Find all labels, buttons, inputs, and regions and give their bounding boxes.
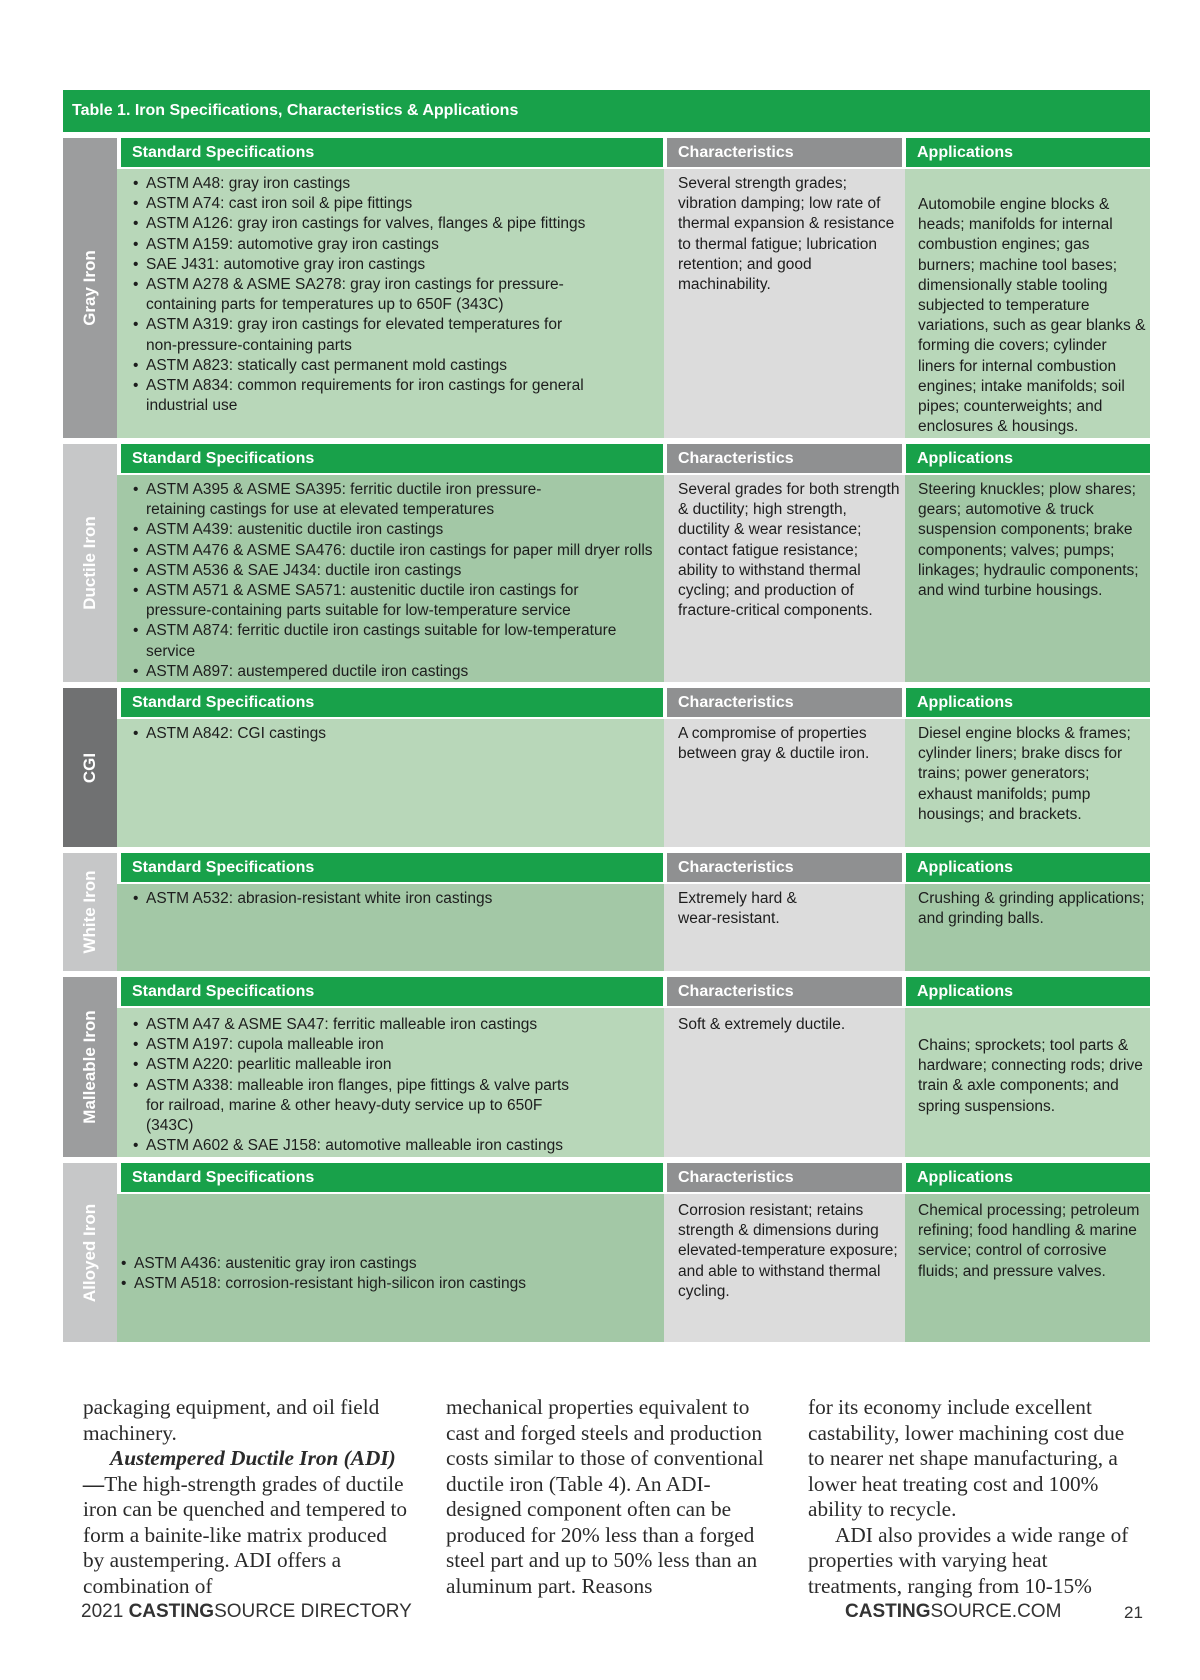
section-heading: Austempered Ductile Iron (ADI)—: [83, 1446, 396, 1496]
spec-item: • ASTM A395 & ASME SA395: ferritic ductile iron pressure-retaining castings for use at elevated temperatures: [131, 480, 654, 520]
spec-item: • ASTM A842: CGI castings: [131, 724, 654, 744]
row-label-text: CGI: [80, 752, 99, 783]
header-standard-specifications: Standard Specifications: [121, 977, 663, 1006]
article-column-3: [808, 1395, 1138, 1599]
header-characteristics: Characteristics: [667, 853, 902, 882]
spec-item: • ASTM A47 & ASME SA47: ferritic malleable iron castings: [131, 1015, 654, 1035]
footer-publication: [81, 1601, 412, 1623]
spec-item: • ASTM A823: statically cast permanent mold castings: [131, 356, 654, 376]
spec-item: • ASTM A602 & SAE J158: automotive malleable iron castings: [131, 1136, 654, 1156]
spec-list: [131, 480, 654, 682]
spec-item: • ASTM A436: austenitic gray iron castings: [119, 1254, 654, 1274]
applications-text: Chains; sprockets; tool parts & hardware; connecting rods; drive train & axle components; and spring suspensions.: [918, 1037, 1143, 1115]
spec-list: [131, 1015, 654, 1156]
spec-item: • ASTM A220: pearlitic malleable iron: [131, 1055, 654, 1075]
spec-item: • ASTM A439: austenitic ductile iron castings: [131, 520, 654, 540]
spec-item: • ASTM A571 & ASME SA571: austenitic ductile iron castings for pressure-containing parts suitable for low-temperature service: [131, 581, 654, 621]
header-standard-specifications: Standard Specifications: [121, 853, 663, 882]
spec-item: • ASTM A159: automotive gray iron castings: [131, 235, 654, 255]
header-applications: Applications: [906, 444, 1150, 473]
specs-cell: [117, 475, 664, 682]
characteristics-cell: [664, 884, 905, 971]
footer-year: 2021: [81, 1601, 124, 1622]
footer-site-rest: SOURCE.COM: [930, 1601, 1062, 1622]
characteristics-text: Corrosion resistant; retains strength & dimensions during elevated-temperature exposure; and able to withstand thermal cycling.: [678, 1202, 898, 1300]
article-paragraph: mechanical properties equivalent to cast and forged steels and production costs similar to those of conventional ductile iron (Table 4). An ADI-designed component often can be produced for 20% less than a forged steel part and up to 50% less than an aluminum part. Reasons: [446, 1395, 764, 1598]
spec-item: • ASTM A874: ferritic ductile iron castings suitable for low-temperature service: [131, 621, 654, 661]
article-paragraph: packaging equipment, and oil field machinery.: [83, 1395, 380, 1445]
spec-item: • ASTM A897: austempered ductile iron castings: [131, 662, 654, 682]
specs-cell: [117, 884, 664, 971]
spec-list: [131, 889, 654, 909]
header-standard-specifications: Standard Specifications: [121, 688, 663, 717]
header-applications: Applications: [906, 138, 1150, 167]
row-label-ductile-iron: [63, 444, 117, 682]
footer-brand-rest: SOURCE DIRECTORY: [214, 1601, 412, 1622]
spec-list: [131, 724, 654, 744]
spec-item: • ASTM A834: common requirements for iron castings for general industrial use: [131, 376, 654, 416]
article-text: The high-strength grades of ductile iron can be quenched and tempered to form a bainite-like matrix produced by austempering. ADI offers a combination of: [83, 1471, 408, 1598]
characteristics-text: Soft & extremely ductile.: [678, 1016, 846, 1033]
applications-cell: [905, 169, 1150, 438]
header-characteristics: Characteristics: [667, 444, 902, 473]
row-label-alloyed-iron: [63, 1163, 117, 1342]
characteristics-text: Several grades for both strength & ductility; high strength, ductility & wear resistance; contact fatigue resistance; ability to withstand thermal cycling; and production of fracture-critical components.: [678, 481, 900, 620]
spec-item: • ASTM A197: cupola malleable iron: [131, 1035, 654, 1055]
header-characteristics: Characteristics: [667, 1163, 902, 1192]
specs-cell: [117, 1008, 664, 1157]
spec-item: • ASTM A536 & SAE J434: ductile iron castings: [131, 561, 654, 581]
spec-item: • ASTM A278 & ASME SA278: gray iron castings for pressure-containing parts for temperatures up to 650F (343C): [131, 275, 654, 315]
specs-cell: [117, 1194, 664, 1342]
characteristics-text: Several strength grades; vibration damping; low rate of thermal expansion & resistance to thermal fatigue; lubrication retention; and good machinability.: [678, 175, 895, 294]
article-paragraph: [83, 1446, 413, 1599]
row-label-text: Alloyed Iron: [80, 1203, 99, 1302]
header-applications: Applications: [906, 977, 1150, 1006]
article-paragraph: ADI also provides a wide range of properties with varying heat treatments, ranging from 10-15%: [808, 1522, 1129, 1598]
spec-list: [119, 1254, 654, 1294]
row-label-gray-iron: [63, 138, 117, 438]
spec-item: • ASTM A338: malleable iron flanges, pipe fittings & valve parts for railroad, marine & other heavy-duty service up to 650F (343C): [131, 1076, 654, 1137]
applications-text: Diesel engine blocks & frames; cylinder liners; brake discs for trains; power generators; exhaust manifolds; pump housings; and brackets.: [918, 725, 1131, 823]
article-column-2: [446, 1395, 776, 1599]
spec-item: • ASTM A532: abrasion-resistant white iron castings: [131, 889, 654, 909]
specs-cell: [117, 169, 664, 438]
header-applications: Applications: [906, 853, 1150, 882]
row-label-cgi: [63, 688, 117, 847]
header-characteristics: Characteristics: [667, 688, 902, 717]
characteristics-text: A compromise of properties between gray & ductile iron.: [678, 725, 870, 763]
header-standard-specifications: Standard Specifications: [121, 1163, 663, 1192]
article-column-1: [83, 1395, 413, 1599]
table-title: Table 1. Iron Specifications, Characteristics & Applications: [63, 90, 1150, 132]
header-characteristics: Characteristics: [667, 138, 902, 167]
row-label-text: Malleable Iron: [80, 1010, 99, 1124]
row-label-text: Ductile Iron: [80, 516, 99, 610]
spec-item: • ASTM A74: cast iron soil & pipe fittings: [131, 194, 654, 214]
article-paragraph: for its economy include excellent castability, lower machining cost due to nearer net shape manufacturing, a lower heat treating cost and 100% ability to recycle.: [808, 1395, 1125, 1521]
header-applications: Applications: [906, 1163, 1150, 1192]
header-applications: Applications: [906, 688, 1150, 717]
applications-cell: [905, 884, 1150, 971]
applications-text: Chemical processing; petroleum refining; food handling & marine service; control of corrosive fluids; and pressure valves.: [918, 1202, 1140, 1280]
header-characteristics: Characteristics: [667, 977, 902, 1006]
specs-cell: [117, 719, 664, 847]
characteristics-cell: [664, 1008, 905, 1157]
page-number: 21: [1124, 1603, 1143, 1622]
footer-site-bold: CASTING: [845, 1601, 931, 1622]
characteristics-cell: [664, 169, 905, 438]
spec-item: • ASTM A518: corrosion-resistant high-silicon iron castings: [119, 1274, 654, 1294]
characteristics-cell: [664, 1194, 905, 1342]
applications-cell: [905, 1194, 1150, 1342]
characteristics-cell: [664, 719, 905, 847]
applications-text: Steering knuckles; plow shares; gears; automotive & truck suspension components; brake components; valves; pumps; linkages; hydraulic components; and wind turbine housings.: [918, 481, 1139, 600]
row-label-text: Gray Iron: [80, 250, 99, 326]
header-standard-specifications: Standard Specifications: [121, 138, 663, 167]
spec-list: [131, 174, 654, 416]
spec-item: • ASTM A476 & ASME SA476: ductile iron castings for paper mill dryer rolls: [131, 541, 654, 561]
row-label-text: White Iron: [80, 870, 99, 954]
applications-cell: [905, 475, 1150, 682]
footer-brand-bold: CASTING: [128, 1601, 215, 1622]
row-label-malleable-iron: [63, 977, 117, 1157]
spec-item: • ASTM A319: gray iron castings for elevated temperatures for non-pressure-containing parts: [131, 315, 654, 355]
applications-text: Automobile engine blocks & heads; manifolds for internal combustion engines; gas burners; machine tool bases; dimensionally stable tooling subjected to temperature variations, such as gear blanks & forming die covers; cylinder liners for internal combustion engines; intake manifolds; soil pipes; counterweights; and enclosures & housings.: [918, 196, 1146, 436]
characteristics-cell: [664, 475, 905, 682]
footer-website[interactable]: [845, 1601, 1061, 1623]
header-standard-specifications: Standard Specifications: [121, 444, 663, 473]
characteristics-text: Extremely hard & wear-resistant.: [678, 890, 797, 928]
spec-item: • SAE J431: automotive gray iron castings: [131, 255, 654, 275]
row-label-white-iron: [63, 853, 117, 971]
applications-text: Crushing & grinding applications; and grinding balls.: [918, 890, 1145, 928]
applications-cell: [905, 719, 1150, 847]
spec-item: • ASTM A48: gray iron castings: [131, 174, 654, 194]
spec-item: • ASTM A126: gray iron castings for valves, flanges & pipe fittings: [131, 214, 654, 234]
applications-cell: [905, 1008, 1150, 1157]
